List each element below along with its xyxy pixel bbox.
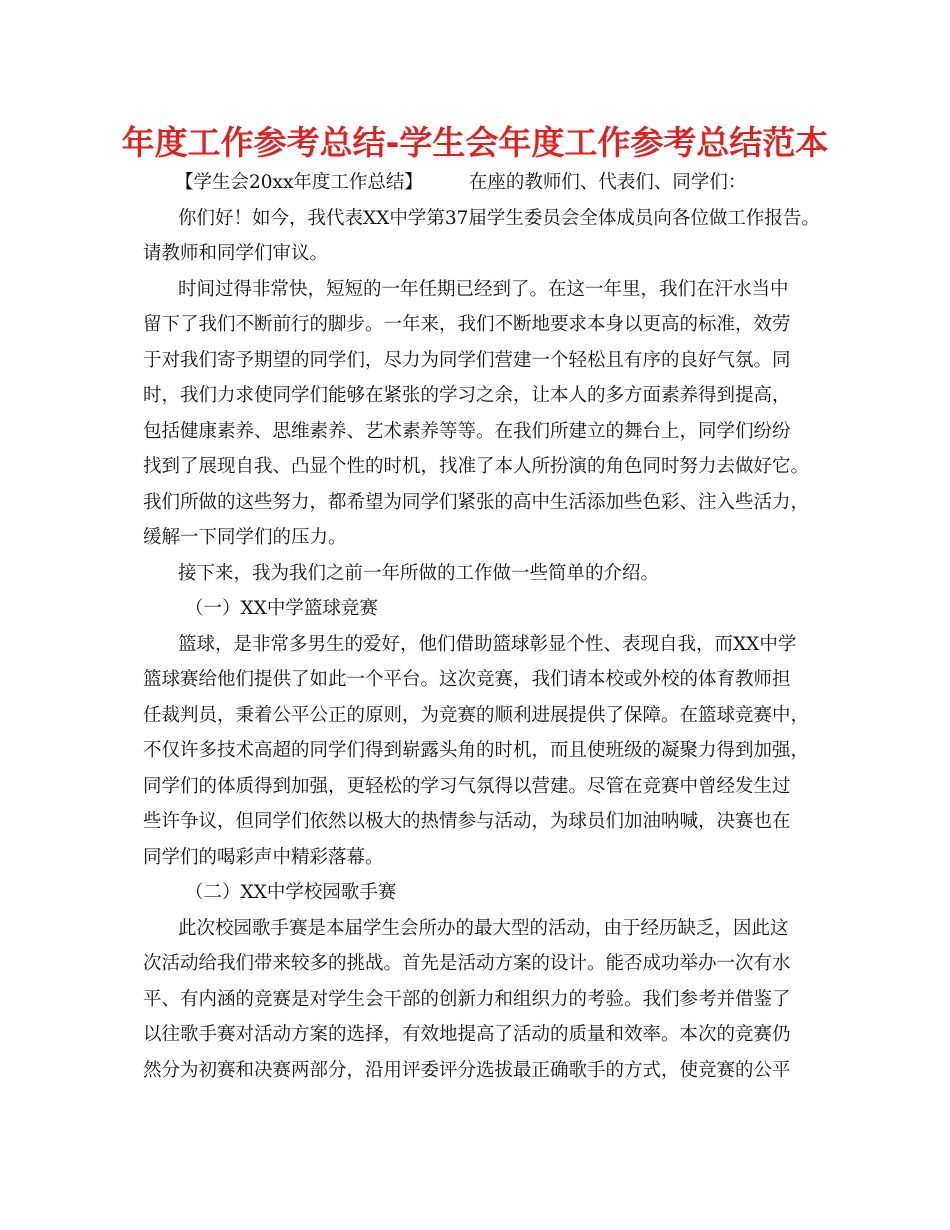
document-title: 年度工作参考总结-学生会年度工作参考总结范本 (121, 123, 829, 162)
paragraph-line: 同学们的喝彩声中精彩落幕。 (143, 847, 384, 868)
paragraph-line: 任裁判员，秉着公平公正的原则，为竞赛的顺利进展提供了保障。在篮球竞赛中， (143, 705, 810, 726)
paragraph-line: 然分为初赛和决赛两部分，沿用评委评分选拔最正确歌手的方式，使竞赛的公平 (143, 1060, 791, 1081)
paragraph-line: 时，我们力求使同学们能够在紧张的学习之余，让本人的多方面素养得到提高， (143, 385, 791, 406)
paragraph-line: 你们好！如今，我代表XX中学第37届学生委员会全体成员向各位做工作报告。 (178, 208, 820, 229)
section-heading: （二）XX中学校园歌手赛 (185, 882, 397, 903)
paragraph-line: 我们所做的这些努力，都希望为同学们紧张的高中生活添加些色彩、注入些活力， (143, 492, 810, 513)
paragraph-line: 留下了我们不断前行的脚步。一年来，我们不断地要求本身以更高的标准，效劳 (143, 314, 791, 335)
paragraph-line: 时间过得非常快，短短的一年任期已经到了。在这一年里，我们在汗水当中 (178, 279, 789, 300)
paragraph-line: 篮球，是非常多男生的爱好，他们借助篮球彰显个性、表现自我，而XX中学 (178, 634, 797, 655)
paragraph-line: 找到了展现自我、凸显个性的时机，找准了本人所扮演的角色同时努力去做好它。 (143, 456, 810, 477)
paragraph-line: 不仅许多技术高超的同学们得到崭露头角的时机，而且使班级的凝聚力得到加强， (143, 740, 810, 761)
paragraph-line: 接下来，我为我们之前一年所做的工作做一些简单的介绍。 (178, 563, 660, 584)
document-subtitle: 【学生会20xx年度工作总结】 (175, 172, 423, 193)
paragraph-line: 请教师和同学们审议。 (143, 243, 329, 264)
paragraph-line: 缓解一下同学们的压力。 (143, 527, 347, 548)
section-heading: （一）XX中学篮球竞赛 (185, 598, 378, 619)
subtitle-line (175, 166, 746, 200)
paragraph-line: 此次校园歌手赛是本届学生会所办的最大型的活动，由于经历缺乏，因此这 (178, 918, 789, 939)
paragraph-line: 于对我们寄予期望的同学们，尽力为同学们营建一个轻松且有序的良好气氛。同 (143, 350, 791, 371)
paragraph-line: 些许争议，但同学们依然以极大的热情参与活动，为球员们加油呐喊，决赛也在 (143, 811, 791, 832)
paragraph-line: 次活动给我们带来较多的挑战。首先是活动方案的设计。能否成功举办一次有水 (143, 953, 791, 974)
paragraph-line: 以往歌手赛对活动方案的选择，有效地提高了活动的质量和效率。本次的竞赛仍 (143, 1024, 791, 1045)
paragraph-line: 包括健康素养、思维素养、艺术素养等等。在我们所建立的舞台上，同学们纷纷 (143, 421, 791, 442)
paragraph-line: 篮球赛给他们提供了如此一个平台。这次竞赛，我们请本校或外校的体育教师担 (143, 669, 791, 690)
paragraph-line: 平、有内涵的竞赛是对学生会干部的创新力和组织力的考验。我们参考并借鉴了 (143, 989, 791, 1010)
greeting: 在座的教师们、代表们、同学们： (468, 172, 747, 193)
paragraph-line: 同学们的体质得到加强，更轻松的学习气氛得以营建。尽管在竞赛中曾经发生过 (143, 776, 791, 797)
